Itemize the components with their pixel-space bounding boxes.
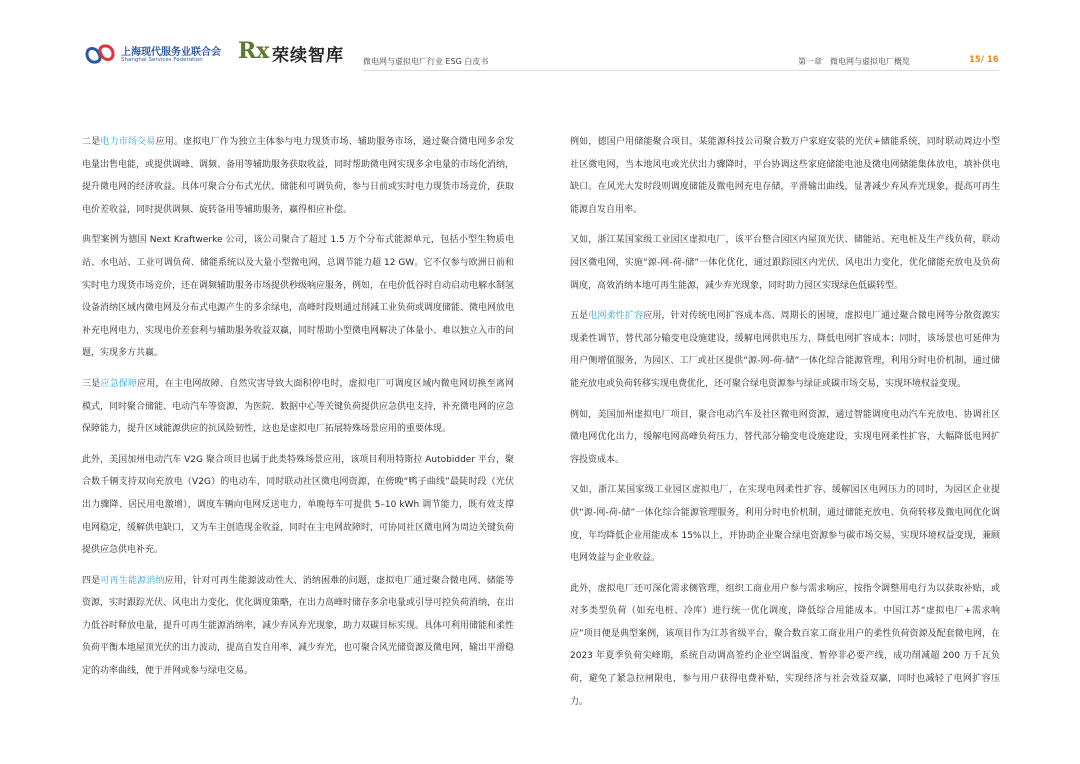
paragraph-text: 例如，美国加州虚拟电厂项目，聚合电动汽车及社区微电网资源，通过智能调度电动汽车充放电、协调社区微电网优化出力，缓解电网高峰负荷压力，替代部分输变电设施建设，实现电网柔性扩容，大幅降低电网扩容投资成本。	[570, 409, 1000, 465]
paragraph-lead: 三是	[82, 378, 101, 389]
paragraph	[570, 131, 1000, 221]
federation-logo-icon	[84, 42, 116, 66]
highlight-term: 电网柔性扩容	[588, 311, 644, 322]
org-name-cn: 上海现代服务业联合会	[121, 47, 221, 58]
paragraph-text: 又如，浙江某国家级工业园区虚拟电厂，该平台整合园区内屋顶光伏、储能站、充电桩及生产线负荷，联动园区微电网，实施“源-网-荷-储”一体化优化，通过跟踪园区内光伏、风电出力变化，优化储能充放电及负荷调度，高效消纳本地可再生能源，减少弃光现象，同时助力园区实现绿色低碳转型。	[570, 235, 1000, 291]
paragraph-text: 又如，浙江某国家级工业园区虚拟电厂，在实现电网柔性扩容、缓解园区电网压力的同时，为园区企业提供“源-网-荷-储”一体化综合能源管理服务，利用分时电价机制，通过储能充放电、负荷转移及微电网优化调度，年均降低企业用能成本 15%以上，并协助企业聚合绿电资源参与碳市场交易，实现环境权益变现，兼顾电网效益与企业收益。	[570, 485, 1000, 564]
paragraph	[570, 578, 1000, 714]
paragraph	[570, 479, 1000, 569]
highlight-term: 应急保障	[100, 378, 138, 389]
paragraph	[82, 449, 514, 562]
paragraph-text: 应用，针对可再生能源波动性大、消纳困难的问题，虚拟电厂通过聚合微电网、储能等资源，实时跟踪光伏、风电出力变化，优化调度策略，在出力高峰时储存多余电量或引导可控负荷消纳，在出力低谷时释放电量，提升可再生能源消纳率，减少弃风弃光现象，助力双碳目标实现。具体可利用储能和柔性负荷平衡本地屋顶光伏的出力波动，提高自发自用率，减少弃光，也可聚合风光储资源及微电网，输出平滑稳定的功率曲线，便于并网或参与绿电交易。	[82, 575, 515, 677]
right-column	[570, 131, 1000, 721]
page-header	[0, 0, 1080, 80]
paragraph	[82, 131, 514, 221]
paragraph-lead: 四是	[82, 575, 101, 586]
org-name-en: Shanghai Services Federation	[121, 57, 203, 63]
paragraph	[570, 305, 1000, 395]
paragraph-text: 应用，在主电网故障、自然灾害导致大面积停电时，虚拟电厂可调度区域内微电网切换至离网模式，同时聚合储能、电动汽车等资源，为医院、数据中心等关键负荷提供应急供电支持，补充微电网的应急保障能力，提升区域能源供应的抗风险韧性，这也是虚拟电厂拓展特殊场景应用的重要体现。	[82, 378, 515, 435]
paragraph-text: 应用。虚拟电厂作为独立主体参与电力现货市场、辅助服务市场，通过聚合微电网多余发电量出售电能，或提供调峰、调频、备用等辅助服务获取收益，同时帮助微电网实现多余电量的市场化消纳，提升微电网的经济收益。具体可聚合分布式光伏、储能和可调负荷，参与日前或实时电力现货市场竞价，获取电价差收益，同时提供调频、旋转备用等辅助服务，赢得相应补偿。	[82, 137, 515, 215]
paragraph-lead: 二是	[82, 137, 101, 147]
chapter-title: 第一章 微电网与虚拟电厂概览	[798, 57, 910, 66]
paragraph	[82, 229, 514, 365]
paragraph	[82, 570, 514, 683]
paragraph-text: 典型案例为德国 Next Kraftwerke 公司，该公司聚合了超过 1.5 万个分布式能源单元，包括小型生物质电站、水电站、工业可调负荷、储能系统以及大量小型微电网，总调节能力超 12 GW。它不仅参与欧洲日前和实时电力现货市场竞价，还在调频辅助服务市场提供秒级响应服务，例如，在电价低谷时自动启动电解水制氢设备消纳区域内微电网及分布式电源产生的多余绿电，高峰时段则通过削减工业负荷或调度储能、微电网放电补充电网电力，实现电价差套利与辅助服务收益双赢，同时帮助小型微电网解决了体量小、难以独立入市的问题，实现多方共赢。	[82, 235, 515, 359]
paragraph-text: 此外，美国加州电动汽车 V2G 聚合项目也属于此类特殊场景应用，该项目利用特斯拉 Autobidder 平台，聚合数千辆支持双向充放电（V2G）的电动车，同时联动社区微电网资源，在傍晚“鸭子曲线”最陡时段（光伏出力骤降、居民用电激增），调度车辆向电网反送电力，单晚每车可提供 5–10 kWh 调节能力，既有效支撑电网稳定，缓解供电缺口，又为车主创造现金收益，同时在主电网故障时，可协同社区微电网为周边关键负荷提供应急供电补充。	[82, 454, 515, 556]
left-column	[82, 131, 514, 691]
brand-name: 荣续智库	[272, 46, 344, 66]
brand-mark: Rx	[238, 38, 270, 64]
paragraph-text: 应用，针对传统电网扩容成本高、周期长的困境，虚拟电厂通过聚合微电网等分散资源实现柔性调节，替代部分输变电设施建设，缓解电网供电压力，降低电网扩容成本；同时，该场景也可延伸为用户侧增值服务，为园区、工厂或社区提供“源-网-荷-储”一体化综合能源管理，利用分时电价机制，通过储能充放电或负荷转移实现电费优化，还可聚合绿电资源参与绿证或碳市场交易，实现环境权益变现。	[570, 311, 1000, 389]
paragraph	[570, 404, 1000, 472]
page-number: 15/ 16	[969, 55, 999, 65]
header-divider	[363, 70, 999, 71]
paragraph-text: 此外，虚拟电厂还可深化需求侧管理，组织工商业用户参与需求响应，按指令调整用电行为以获取补贴，或对多类型负荷（如充电桩、冷库）进行统一优化调度，降低综合用能成本。中国江苏“虚拟电厂+需求响应”项目便是典型案例，该项目作为江苏省级平台，聚合数百家工商业用户的柔性负荷资源及配套微电网，在 2023 年夏季负荷尖峰期，系统自动调高签约企业空调温度、暂停非必要产线，成功削减超 200 万千瓦负荷，避免了紧急拉闸限电，参与用户获得电费补贴，实现经济与社会效益双赢，同时也减轻了电网扩容压力。	[570, 583, 1000, 707]
paragraph	[570, 229, 1000, 297]
paragraph	[82, 373, 514, 441]
shanghai-services-federation-logo	[84, 40, 224, 70]
highlight-term: 电力市场交易	[100, 137, 156, 147]
paragraph-lead: 五是	[570, 311, 589, 322]
paragraph-text: 例如，德国户用储能聚合项目，某能源科技公司聚合数万户家庭安装的光伏+储能系统，同时联动周边小型社区微电网，当本地风电或光伏出力骤降时，平台协调这些家庭储能电池及微电网储能集体放电，填补供电缺口。在风光大发时段则调度储能及微电网充电存储，平滑输出曲线，显著减少弃风弃光现象，提高可再生能源自发自用率。	[570, 137, 1000, 215]
document-title: 微电网与虚拟电厂行业 ESG 白皮书	[363, 57, 489, 66]
highlight-term: 可再生能源消纳	[100, 575, 165, 586]
